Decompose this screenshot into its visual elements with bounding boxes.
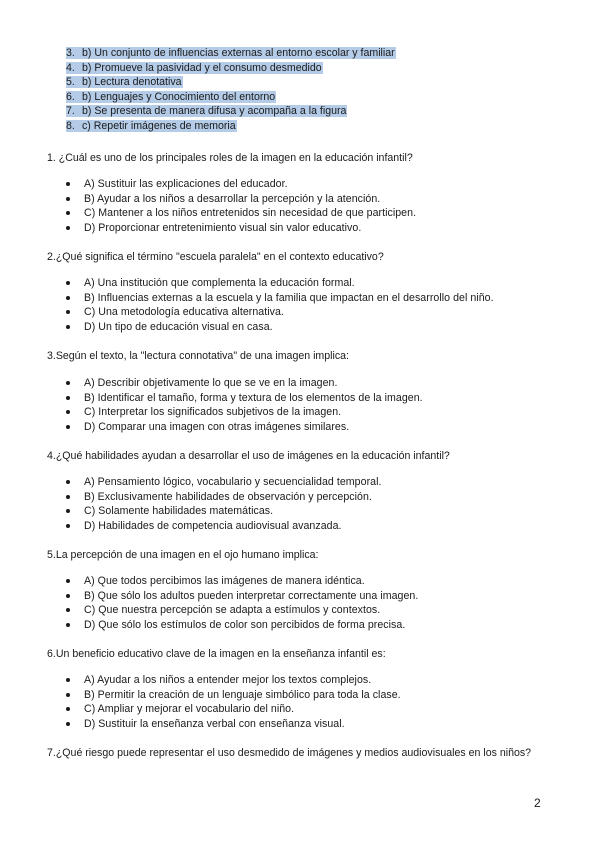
bullet [66, 396, 70, 400]
answer-text: b) Un conjunto de influencias externas al entorno escolar y familiar [82, 47, 395, 59]
option-a: A) Que todos percibimos las imágenes de manera idéntica. [84, 575, 365, 587]
answer-key-item [66, 104, 396, 119]
answer-key-item [66, 90, 396, 105]
bullet [66, 707, 70, 711]
answer-text: b) Se presenta de manera difusa y acompaña a la figura [82, 105, 347, 118]
option-c: C) Una metodología educativa alternativa. [84, 306, 284, 319]
question-7: 7.¿Qué riesgo puede representar el uso desmedido de imágenes y medios audiovisuales en los niños? [47, 747, 532, 759]
question-2: 2.¿Qué significa el término "escuela paralela" en el contexto educativo? [47, 251, 384, 263]
question-1: 1. ¿Cuál es uno de los principales roles de la imagen en la educación infantil? [47, 152, 413, 164]
answer-number: 8. [66, 119, 75, 132]
answer-text: b) Lectura denotativa [82, 76, 182, 89]
option-b: B) Exclusivamente habilidades de observación y percepción. [84, 490, 372, 503]
option-b: B) Identificar el tamaño, forma y textura de los elementos de la imagen. [84, 391, 423, 404]
option-b: B) Permitir la creación de un lenguaje simbólico para toda la clase. [84, 688, 401, 701]
option-a: A) Pensamiento lógico, vocabulario y secuencialidad temporal. [84, 476, 382, 488]
bullet [66, 226, 70, 230]
bullet [66, 325, 70, 329]
option-c: C) Ampliar y mejorar el vocabulario del niño. [84, 703, 295, 716]
bullet [66, 495, 70, 499]
option-c: C) Que nuestra percepción se adapta a estímulos y contextos. [84, 604, 381, 617]
answer-key-item [66, 46, 396, 61]
question-5: 5.La percepción de una imagen en el ojo humano implica: [47, 549, 319, 561]
option-a: A) Sustituir las explicaciones del educador. [84, 178, 288, 190]
question-3: 3.Según el texto, la "lectura connotativa" de una imagen implica: [47, 350, 349, 362]
bullet [66, 211, 70, 215]
bullet [66, 281, 70, 285]
bullet [66, 425, 70, 429]
bullet [66, 623, 70, 627]
option-b: B) Ayudar a los niños a desarrollar la percepción y la atención. [84, 192, 381, 205]
bullet [66, 296, 70, 300]
bullet [66, 524, 70, 528]
bullet [66, 594, 70, 598]
answer-text: b) Lenguajes y Conocimiento del entorno [82, 90, 276, 103]
option-c: C) Solamente habilidades matemáticas. [84, 505, 274, 518]
option-d: D) Un tipo de educación visual en casa. [84, 320, 273, 333]
bullet [66, 480, 70, 484]
option-a: A) Ayudar a los niños a entender mejor los textos complejos. [84, 674, 372, 686]
bullet [66, 722, 70, 726]
bullet [66, 197, 70, 201]
option-c: C) Mantener a los niños entretenidos sin necesidad de que participen. [84, 207, 417, 220]
option-d: D) Proporcionar entretenimiento visual sin valor educativo. [84, 221, 362, 234]
answer-key-item [66, 75, 396, 90]
bullet [66, 182, 70, 186]
answer-key-list [66, 46, 396, 134]
answer-number: 6. [66, 90, 75, 103]
answer-text: c) Repetir imágenes de memoria [82, 119, 236, 132]
page-number: 2 [534, 796, 541, 810]
option-d: D) Sustituir la enseñanza verbal con enseñanza visual. [84, 717, 345, 730]
question-4: 4.¿Qué habilidades ayudan a desarrollar el uso de imágenes en la educación infantil? [47, 450, 450, 462]
option-d: D) Habilidades de competencia audiovisual avanzada. [84, 519, 342, 532]
answer-number: 5. [66, 76, 75, 89]
answer-number: 3. [66, 47, 75, 59]
answer-key-item [66, 119, 396, 134]
question-6: 6.Un beneficio educativo clave de la imagen en la enseñanza infantil es: [47, 648, 386, 660]
bullet [66, 381, 70, 385]
bullet [66, 410, 70, 414]
bullet [66, 310, 70, 314]
bullet [66, 693, 70, 697]
option-d: D) Que sólo los estímulos de color son percibidos de forma precisa. [84, 618, 406, 631]
bullet [66, 608, 70, 612]
option-a: A) Describir objetivamente lo que se ve en la imagen. [84, 377, 338, 389]
answer-key-item [66, 61, 396, 76]
option-c: C) Interpretar los significados subjetivos de la imagen. [84, 406, 342, 419]
bullet [66, 509, 70, 513]
option-b: B) Que sólo los adultos pueden interpretar correctamente una imagen. [84, 589, 419, 602]
bullet [66, 678, 70, 682]
bullet [66, 579, 70, 583]
answer-text: b) Promueve la pasividad y el consumo desmedido [82, 61, 322, 74]
answer-number: 4. [66, 61, 75, 74]
option-b: B) Influencias externas a la escuela y la familia que impactan en el desarrollo del niño. [84, 291, 494, 304]
option-a: A) Una institución que complementa la educación formal. [84, 277, 355, 289]
answer-number: 7. [66, 105, 75, 118]
option-d: D) Comparar una imagen con otras imágenes similares. [84, 420, 350, 433]
